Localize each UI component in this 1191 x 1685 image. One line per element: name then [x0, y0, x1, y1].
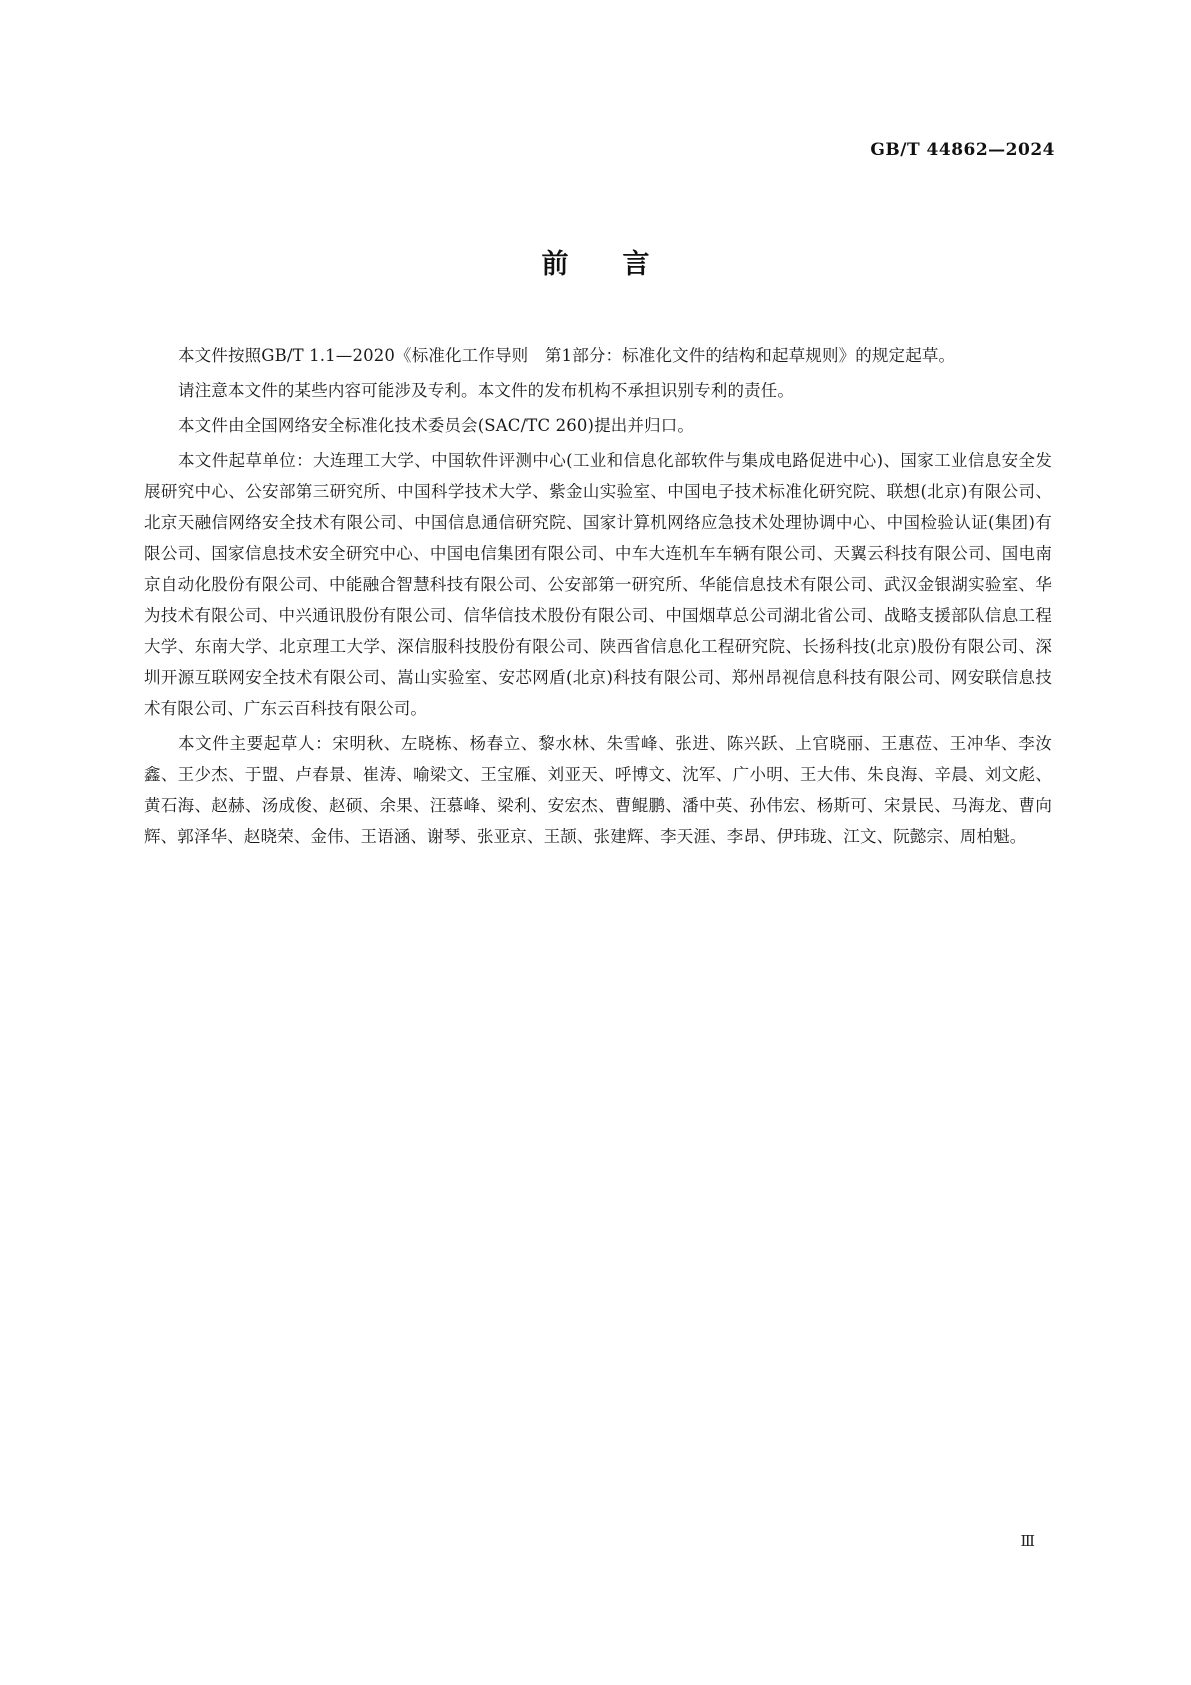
paragraph-patent-notice: 请注意本文件的某些内容可能涉及专利。本文件的发布机构不承担识别专利的责任。	[178, 381, 795, 400]
paragraph-proposed-by: 本文件由全国网络安全标准化技术委员会(SAC/TC 260)提出并归口。	[178, 416, 695, 435]
paragraph-main-drafters: 本文件主要起草人：宋明秋、左晓栋、杨春立、黎水林、朱雪峰、张进、陈兴跃、上官晓丽、王惠莅、王冲华、李汝鑫、王少杰、于盟、卢春景、崔涛、喻梁文、王宝雁、刘亚天、呼博文、沈军、广小明、王大伟、朱良海、辛晨、刘文彪、黄石海、赵赫、汤成俊、赵硕、余果、汪慕峰、梁利、安宏杰、曹鲲鹏、潘中英、孙伟宏、杨斯可、宋景民、马海龙、曹向辉、郭泽华、赵晓荣、金伟、王语涵、谢琴、张亚京、王颉、张建辉、李天涯、李昂、伊玮珑、江文、阮懿宗、周柏魁。	[144, 734, 1052, 846]
standard-number: GB/T 44862—2024	[870, 140, 1055, 160]
paragraph-drafting-organizations: 本文件起草单位：大连理工大学、中国软件评测中心(工业和信息化部软件与集成电路促进中心)、国家工业信息安全发展研究中心、公安部第三研究所、中国科学技术大学、紫金山实验室、中国电子技术标准化研究院、联想(北京)有限公司、北京天融信网络安全技术有限公司、中国信息通信研究院、国家计算机网络应急技术处理协调中心、中国检验认证(集团)有限公司、国家信息技术安全研究中心、中国电信集团有限公司、中车大连机车车辆有限公司、天翼云科技有限公司、国电南京自动化股份有限公司、中能融合智慧科技有限公司、公安部第一研究所、华能信息技术有限公司、武汉金银湖实验室、华为技术有限公司、中兴通讯股份有限公司、信华信技术股份有限公司、中国烟草总公司湖北省公司、战略支援部队信息工程大学、东南大学、北京理工大学、深信服科技股份有限公司、陕西省信息化工程研究院、长扬科技(北京)股份有限公司、深圳开源互联网安全技术有限公司、嵩山实验室、安芯网盾(北京)科技有限公司、郑州昂视信息科技有限公司、网安联信息技术有限公司、广东云百科技有限公司。	[144, 451, 1052, 718]
paragraph-drafting-rules: 本文件按照GB/T 1.1—2020《标准化工作导则 第1部分：标准化文件的结构和起草规则》的规定起草。	[178, 346, 956, 365]
page-number: Ⅲ	[1020, 1532, 1035, 1550]
foreword-body	[144, 340, 1052, 856]
section-title: 前言	[541, 249, 704, 280]
